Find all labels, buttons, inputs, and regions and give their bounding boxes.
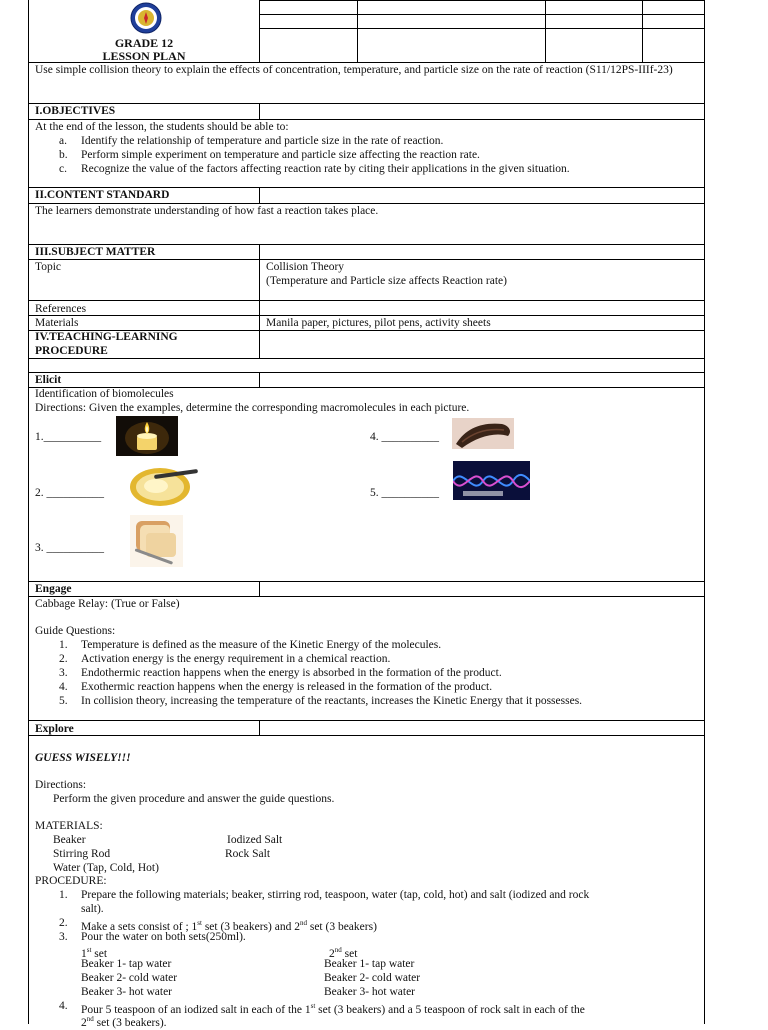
- question-marker: 2.: [59, 653, 68, 665]
- set-number: 2: [329, 947, 335, 960]
- superscript: nd: [334, 946, 342, 954]
- superscript: st: [310, 1002, 316, 1010]
- activity-title: GUESS WISELY!!!: [35, 752, 131, 764]
- procedure-step-cont: [81, 1012, 167, 1030]
- objective-item: Recognize the value of the factors affecting reaction rate by citing their applications in the given situation.: [81, 163, 570, 175]
- explore-heading: Explore: [35, 723, 74, 735]
- step-text: set (3 beakers) and a 5 teaspoon of rock salt in each of the: [315, 1003, 585, 1016]
- step-text: Make a sets consist of ; 1: [81, 920, 198, 933]
- directions-label: Directions:: [35, 779, 87, 791]
- material-item: Beaker: [53, 834, 86, 846]
- material-item: Stirring Rod: [53, 848, 111, 860]
- guide-question: Endothermic reaction happens when the energy is absorbed in the formation of the product.: [81, 667, 502, 679]
- step-text: set (3 beakers): [306, 920, 377, 933]
- objective-item: Perform simple experiment on temperature and particle size affecting the reaction rate.: [81, 149, 480, 161]
- candle-picture: [116, 416, 178, 456]
- engage-heading: Engage: [35, 583, 72, 595]
- procedure-heading-cont: PROCEDURE: [35, 345, 108, 357]
- objective-marker: c.: [59, 163, 67, 175]
- step-text: set (3 beakers) and 2: [201, 920, 300, 933]
- hair-picture: [452, 418, 514, 449]
- materials-heading: MATERIALS:: [35, 820, 103, 832]
- subject-matter-heading: III.SUBJECT MATTER: [35, 246, 156, 258]
- deped-seal-logo: [129, 2, 163, 34]
- lesson-plan-title: LESSON PLAN: [102, 49, 186, 63]
- topic-label: Topic: [35, 261, 62, 273]
- superscript: st: [197, 919, 202, 927]
- step-text: set (3 beakers).: [93, 1016, 167, 1029]
- set-2-beaker: Beaker 1- tap water: [324, 958, 415, 970]
- question-marker: 1.: [59, 639, 68, 651]
- set-word: set: [91, 947, 108, 960]
- objectives-heading: I.OBJECTIVES: [35, 105, 116, 117]
- topic-value: Collision Theory: [266, 261, 345, 273]
- superscript: nd: [86, 1015, 94, 1023]
- content-standard-heading: II.CONTENT STANDARD: [35, 189, 170, 201]
- grade-label: GRADE 12: [114, 36, 174, 50]
- material-item: Iodized Salt: [227, 834, 283, 846]
- step-text: 2: [81, 1016, 87, 1029]
- answer-blank: 1.__________: [35, 431, 102, 443]
- guide-question: Activation energy is the energy requirement in a chemical reaction.: [81, 653, 391, 665]
- set-2-beaker: Beaker 3- hot water: [324, 986, 416, 998]
- elicit-line1: Identification of biomolecules: [35, 388, 174, 400]
- material-item: Water (Tap, Cold, Hot): [53, 862, 159, 874]
- answer-blank: 2. __________: [35, 487, 104, 499]
- materials-value: Manila paper, pictures, pilot pens, activity sheets: [266, 317, 491, 329]
- guide-questions-heading: Guide Questions:: [35, 625, 116, 637]
- guide-question: In collision theory, increasing the temperature of the reactants, increases the Kinetic Energy that it possesses.: [81, 695, 583, 707]
- set-1-beaker: Beaker 1- tap water: [81, 958, 172, 970]
- procedure-heading: IV.TEACHING-LEARNING: [35, 331, 178, 343]
- superscript: st: [86, 946, 92, 954]
- question-marker: 4.: [59, 681, 68, 693]
- engage-activity: Cabbage Relay: (True or False): [35, 598, 180, 610]
- set-1-beaker: Beaker 2- cold water: [81, 972, 178, 984]
- butter-dish-picture: [124, 462, 200, 508]
- guide-question: Temperature is defined as the measure of the Kinetic Energy of the molecules.: [81, 639, 442, 651]
- procedure-step: Prepare the following materials; beaker, stirring rod, teaspoon, water (tap, cold, hot) and salt (iodized and rock: [81, 889, 590, 901]
- answer-blank: 4. __________: [370, 431, 439, 443]
- procedure-step: Pour the water on both sets(250ml).: [81, 931, 246, 943]
- set-2-beaker: Beaker 2- cold water: [324, 972, 421, 984]
- step-marker: 4.: [59, 1000, 68, 1012]
- superscript: nd: [299, 919, 307, 927]
- elicit-directions: Directions: Given the examples, determine the corresponding macromolecules in each picture.: [35, 402, 470, 414]
- answer-blank: 5. __________: [370, 487, 439, 499]
- step-marker: 3.: [59, 931, 68, 943]
- step-text: Pour 5 teaspoon of an iodized salt in each of the 1: [81, 1003, 311, 1016]
- objectives-intro: At the end of the lesson, the students should be able to:: [35, 121, 289, 133]
- elicit-heading: Elicit: [35, 374, 62, 386]
- materials-label: Materials: [35, 317, 79, 329]
- question-marker: 5.: [59, 695, 68, 707]
- objective-marker: b.: [59, 149, 68, 161]
- procedure-label: PROCEDURE:: [35, 875, 107, 887]
- set-1-beaker: Beaker 3- hot water: [81, 986, 173, 998]
- lesson-plan-page: [28, 0, 705, 1029]
- objective-marker: a.: [59, 135, 67, 147]
- objective-item: Identify the relationship of temperature and particle size in the rate of reaction.: [81, 135, 444, 147]
- directions-text: Perform the given procedure and answer the guide questions.: [53, 793, 335, 805]
- dna-picture: [453, 461, 530, 500]
- topic-subtitle: (Temperature and Particle size affects Reaction rate): [266, 275, 507, 287]
- step-marker: 2.: [59, 917, 68, 929]
- set-number: 1: [81, 947, 87, 960]
- material-item: Rock Salt: [225, 848, 271, 860]
- question-marker: 3.: [59, 667, 68, 679]
- set-word: set: [341, 947, 358, 960]
- content-standard-text: The learners demonstrate understanding of how fast a reaction takes place.: [35, 205, 379, 217]
- references-label: References: [35, 303, 87, 315]
- answer-blank: 3. __________: [35, 542, 104, 554]
- guide-question: Exothermic reaction happens when the energy is released in the formation of the product.: [81, 681, 493, 693]
- step-marker: 1.: [59, 889, 68, 901]
- learning-competency: Use simple collision theory to explain the effects of concentration, temperature, and particle size on the rate of reaction (S11/12PS-IIIf-23): [35, 64, 673, 76]
- bread-picture: [130, 515, 183, 567]
- procedure-step-cont: salt).: [81, 903, 104, 915]
